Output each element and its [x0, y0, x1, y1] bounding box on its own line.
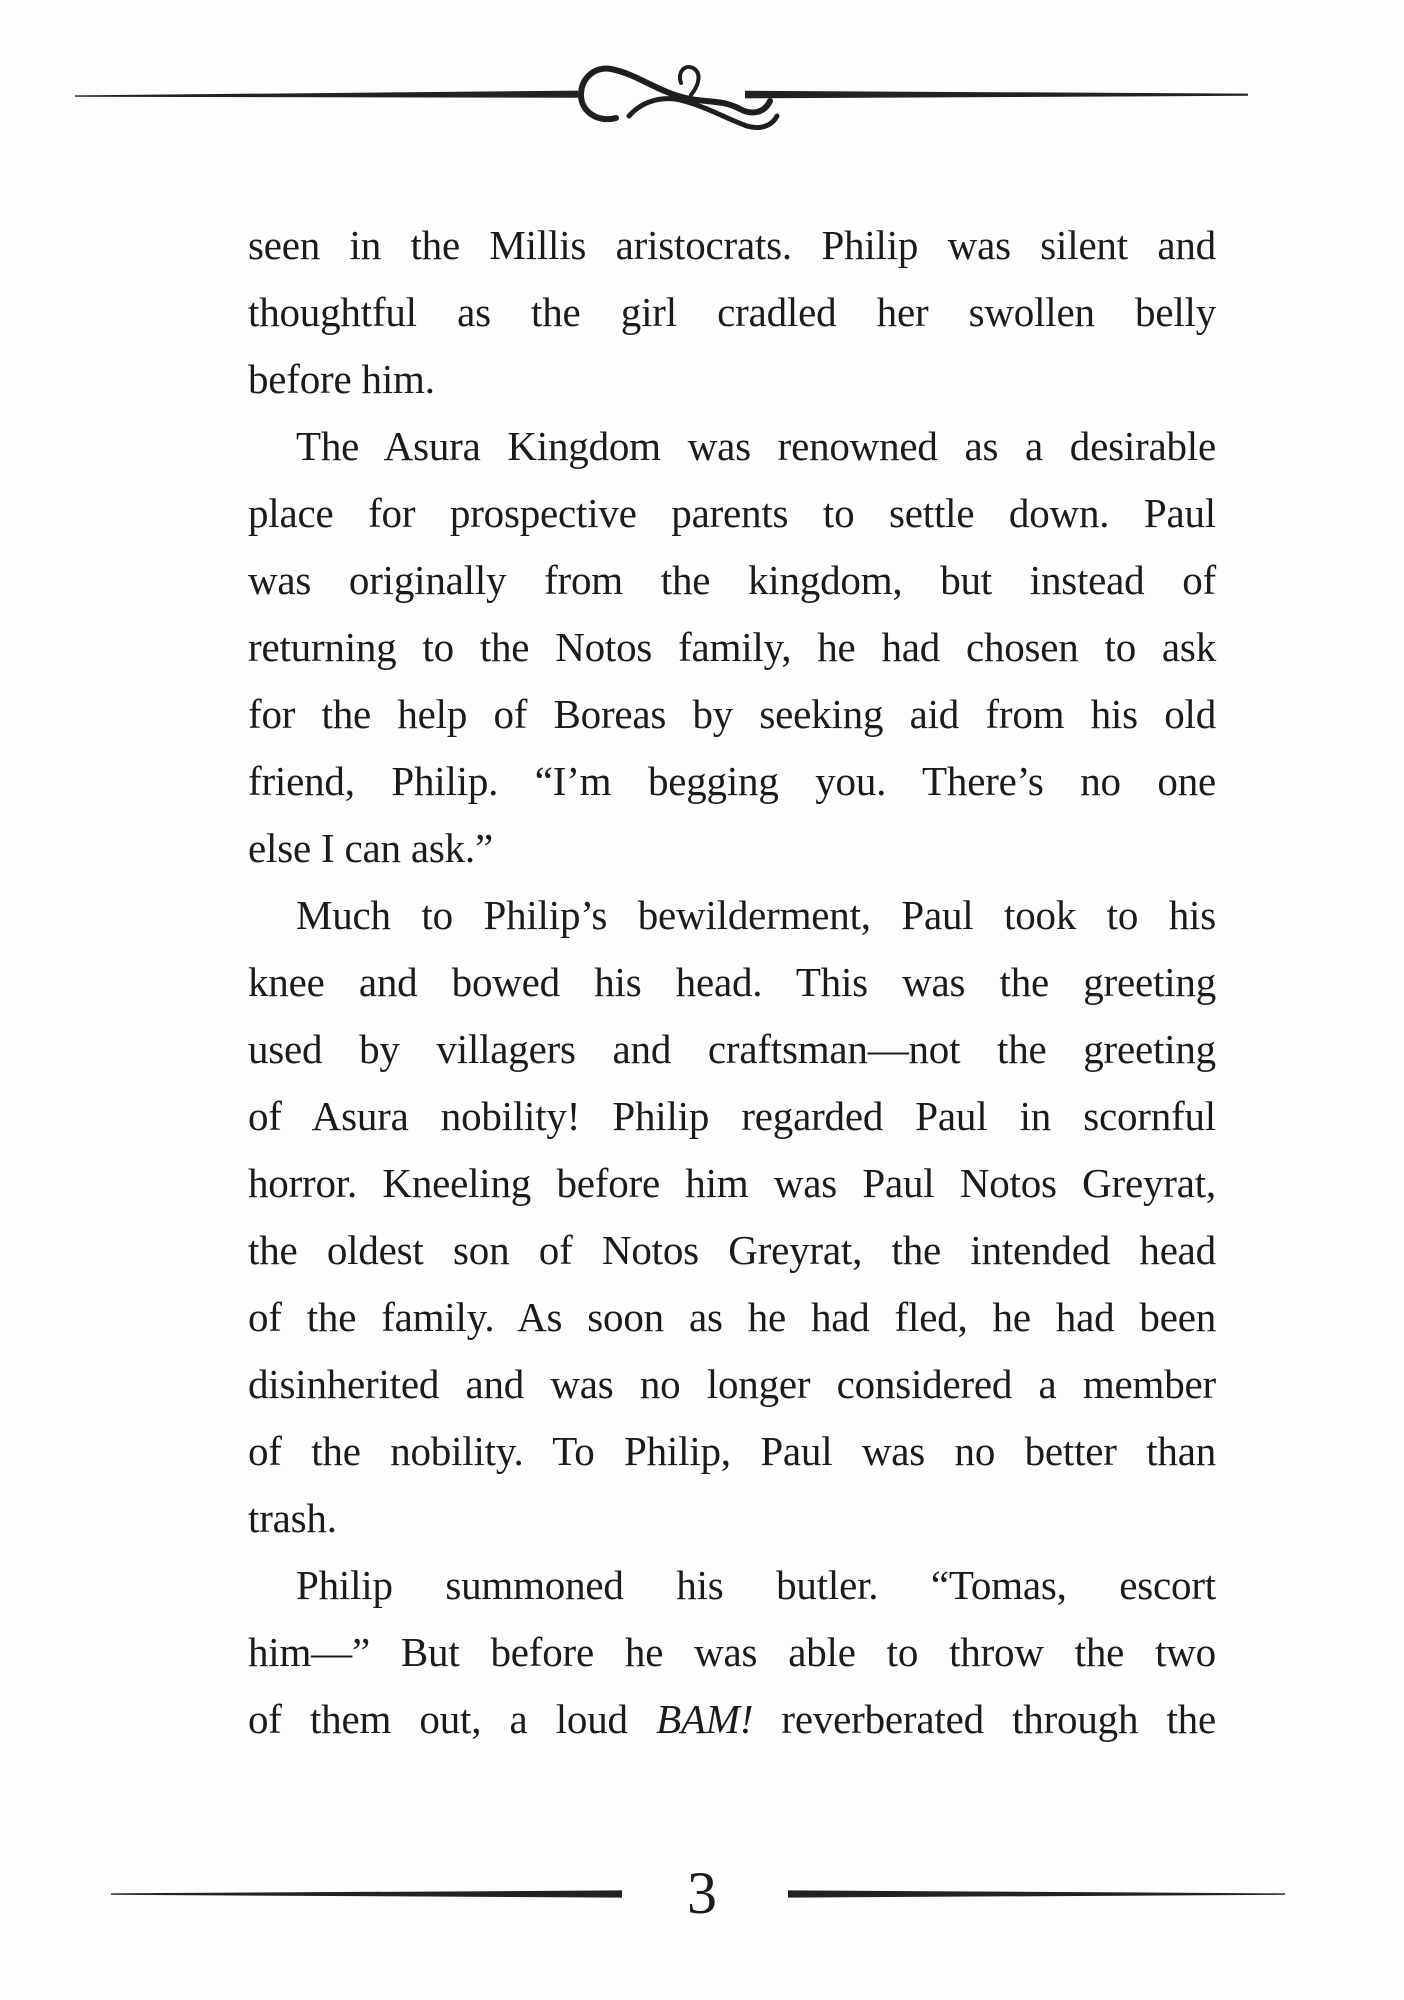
text-line: of the family. As soon as he had fled, he had been — [248, 1294, 1216, 1340]
header-rule-right — [745, 91, 1248, 99]
header-divider — [0, 0, 1404, 170]
text-line: seen in the Millis aristocrats. Philip was silent and — [248, 222, 1216, 268]
text-line: for the help of Boreas by seeking aid from his old — [248, 691, 1216, 737]
text-line: Philip summoned his butler. “Tomas, escort — [296, 1562, 1216, 1608]
text-line: him—” But before he was able to throw the two — [248, 1629, 1216, 1675]
text-line: the oldest son of Notos Greyrat, the intended head — [248, 1227, 1216, 1273]
text-segment: of them out, a loud — [248, 1696, 657, 1742]
text-line: The Asura Kingdom was renowned as a desirable — [296, 423, 1216, 469]
text-line: friend, Philip. “I’m begging you. There’s no one — [248, 758, 1216, 804]
text-line: returning to the Notos family, he had chosen to ask — [248, 624, 1216, 670]
page-text — [248, 212, 1216, 1753]
text-line: of Asura nobility! Philip regarded Paul in scornful — [248, 1093, 1216, 1139]
text-line — [248, 1686, 1216, 1753]
text-line: disinherited and was no longer considered a member — [248, 1361, 1216, 1407]
text-line: place for prospective parents to settle down. Paul — [248, 490, 1216, 536]
page-number: 3 — [687, 1860, 717, 1926]
italic-text: BAM! — [656, 1696, 754, 1742]
text-line: trash. — [248, 1495, 337, 1541]
text-line: used by villagers and craftsman—not the greeting — [248, 1026, 1216, 1072]
text-line: knee and bowed his head. This was the greeting — [248, 959, 1216, 1005]
text-line: thoughtful as the girl cradled her swollen belly — [248, 289, 1216, 335]
text-line: horror. Kneeling before him was Paul Notos Greyrat, — [248, 1160, 1216, 1206]
text-line: else I can ask.” — [248, 825, 493, 871]
text-line: was originally from the kingdom, but instead of — [248, 557, 1216, 603]
text-line: before him. — [248, 356, 435, 402]
text-line: of the nobility. To Philip, Paul was no better than — [248, 1428, 1216, 1474]
header-rule-left — [75, 91, 578, 98]
text-line: Much to Philip’s bewilderment, Paul took to his — [296, 892, 1216, 938]
text-segment: reverberated through the — [753, 1696, 1216, 1742]
